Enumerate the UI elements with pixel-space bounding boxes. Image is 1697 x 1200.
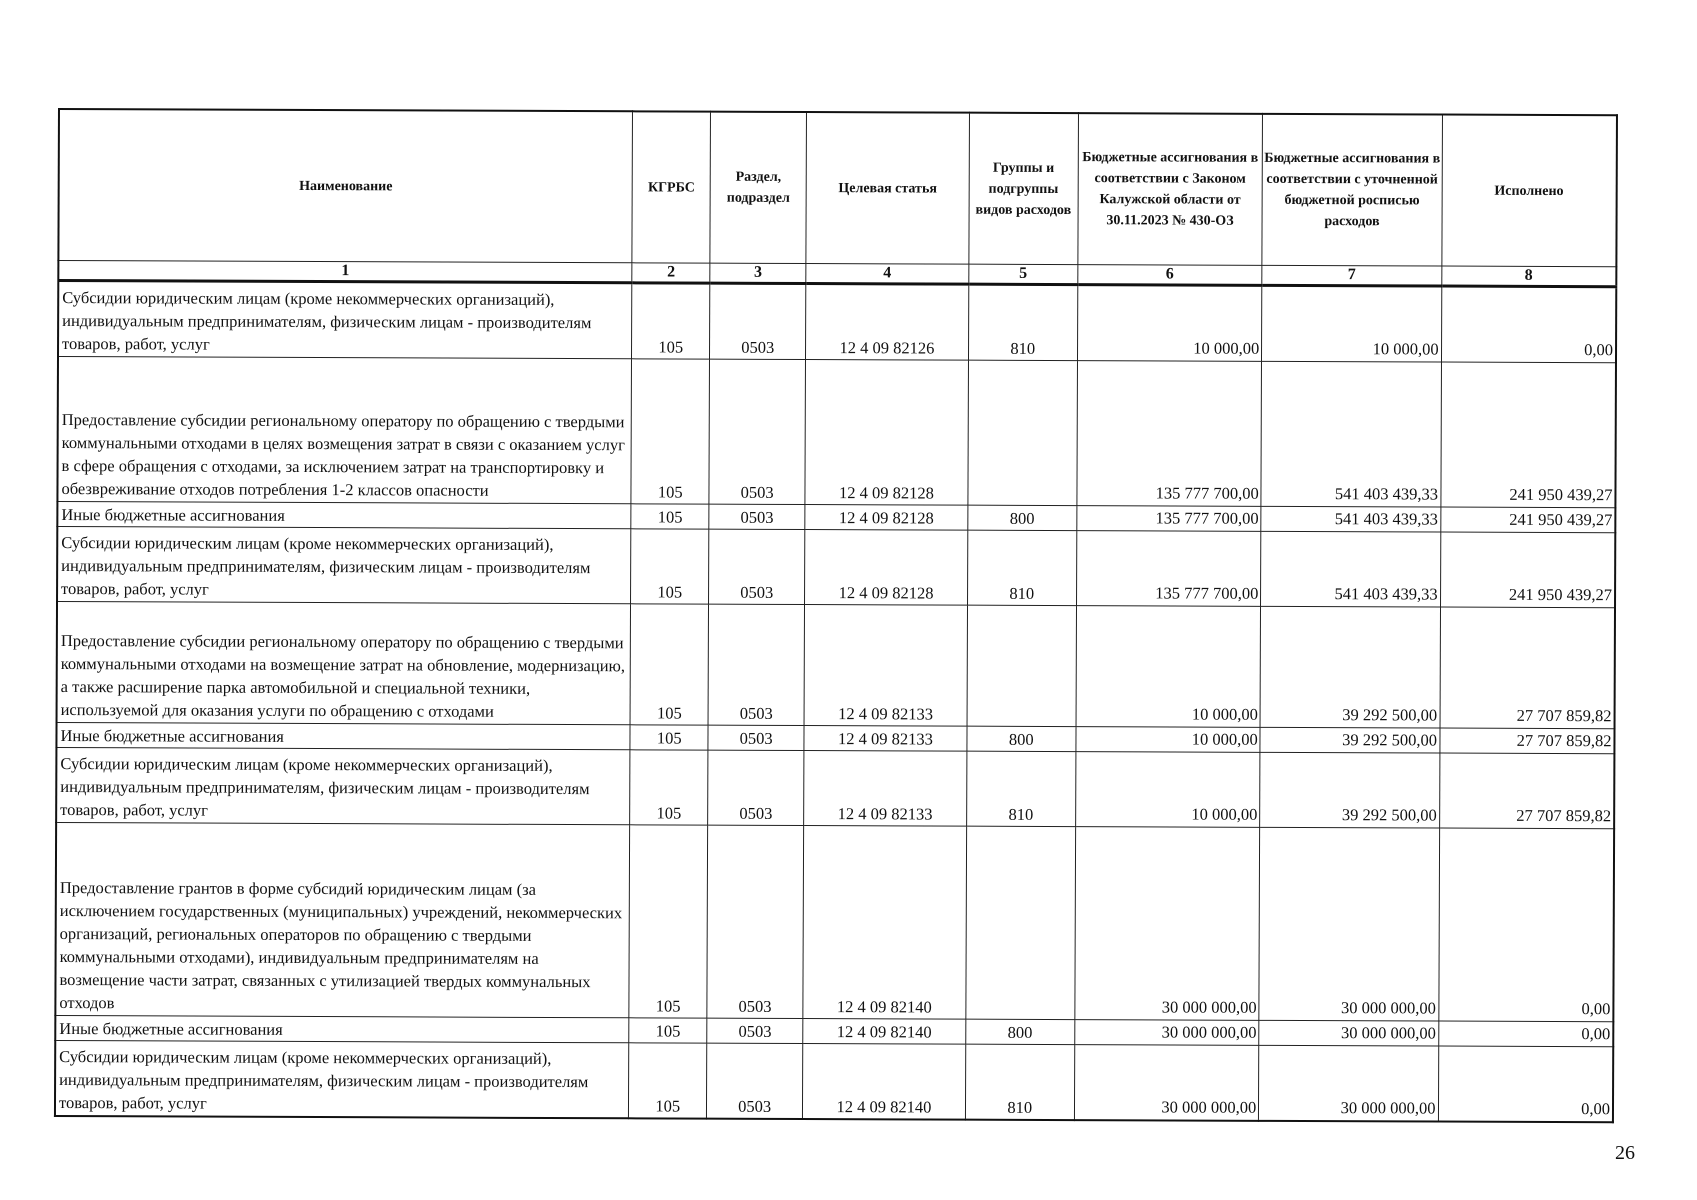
row-name: Субсидии юридическим лицам (кроме некоммерческих организаций), индивидуальным предпринимателям, физическим лицам - производителям товаров, работ, услуг (57, 527, 631, 604)
row-executed: 27 707 859,82 (1439, 728, 1614, 754)
row-group: 810 (968, 284, 1077, 360)
header-target: Целевая статья (806, 112, 970, 264)
row-revised: 10 000,00 (1262, 285, 1442, 362)
header-group: Группы и подгруппы видов расходов (969, 113, 1078, 265)
row-revised: 30 000 000,00 (1259, 827, 1439, 1021)
row-section: 0503 (708, 604, 804, 725)
row-name: Предоставление грантов в форме субсидий юридическим лицам (за исключением государственных (муниципальных) учреждений, некоммерческих организаций, региональных операторов по обращению с твердыми коммунальными отходами), индивидуальным предпринимателям на возмещение части затрат, связанных с утилизацией твердых коммунальных отходов (55, 822, 629, 1017)
row-name: Предоставление субсидии региональному оператору по обращению с твердыми коммунальными отходами в целях возмещения затрат в связи с оказанием услуг в сфере обращения с отходами, за исключением затрат на транспортировку и обезвреживание отходов потребления 1-2 классов опасности (57, 357, 631, 504)
header-executed: Исполнено (1441, 115, 1617, 267)
row-group: 810 (965, 1044, 1074, 1120)
table-row (55, 822, 1614, 1021)
row-revised: 39 292 500,00 (1260, 727, 1439, 753)
row-revised: 541 403 439,33 (1261, 361, 1441, 507)
row-kgrbs: 105 (630, 750, 709, 825)
row-name: Субсидии юридическим лицам (кроме некоммерческих организаций), индивидуальным предпринимателям, физическим лицам - производителям товаров, работ, услуг (58, 281, 632, 359)
row-section: 0503 (709, 529, 805, 604)
row-target: 12 4 09 82140 (802, 1043, 965, 1119)
header-law: Бюджетные ассигнования в соответствии с Законом Калужской области от 30.11.2023 № 430-ОЗ (1077, 113, 1262, 265)
row-target: 12 4 09 82133 (804, 750, 967, 826)
header-row (58, 109, 1617, 267)
table-row (56, 747, 1614, 828)
row-name: Субсидии юридическим лицам (кроме некоммерческих организаций), индивидуальным предпринимателям, физическим лицам - производителям товаров, работ, услуг (55, 1040, 629, 1118)
row-name: Предоставление субсидии региональному оператору по обращению с твердыми коммунальными отходами на возмещение затрат на обновление, модернизацию, а также расширение парка автомобильной и специальной техники, используемой для оказания услуги по обращению с отходами (57, 602, 631, 725)
row-group: 800 (967, 726, 1076, 751)
row-law: 135 777 700,00 (1076, 506, 1261, 532)
row-revised: 541 403 439,33 (1261, 506, 1440, 532)
row-target: 12 4 09 82126 (805, 284, 968, 361)
column-number: 6 (1077, 265, 1262, 286)
row-group: 810 (967, 530, 1076, 605)
column-number: 7 (1262, 265, 1441, 286)
row-executed: 27 707 859,82 (1439, 753, 1614, 829)
row-executed: 0,00 (1438, 1046, 1613, 1122)
table-row (57, 602, 1615, 729)
row-law: 10 000,00 (1076, 727, 1261, 753)
row-target: 12 4 09 82133 (804, 725, 967, 751)
row-name: Иные бюджетные ассигнования (55, 1015, 629, 1042)
row-group: 800 (966, 1019, 1075, 1044)
row-executed: 241 950 439,27 (1440, 362, 1616, 508)
table-row (58, 281, 1616, 363)
row-section: 0503 (708, 750, 804, 825)
row-section: 0503 (707, 825, 803, 1018)
header-section: Раздел, подраздел (710, 112, 806, 264)
table-row (55, 1040, 1613, 1122)
row-executed: 241 950 439,27 (1440, 507, 1615, 533)
row-target: 12 4 09 82128 (805, 505, 968, 531)
row-group: 800 (968, 505, 1077, 530)
table-row (57, 527, 1615, 608)
header-kgrbs: КГРБС (632, 111, 711, 263)
row-executed: 27 707 859,82 (1440, 607, 1615, 729)
header-revised: Бюджетные ассигнования в соответствии с уточненной бюджетной росписью расходов (1262, 114, 1442, 266)
row-kgrbs: 105 (630, 604, 709, 725)
row-executed: 0,00 (1438, 828, 1614, 1022)
row-section: 0503 (707, 1018, 803, 1043)
row-kgrbs: 105 (632, 283, 711, 359)
row-law: 135 777 700,00 (1076, 531, 1261, 607)
column-number: 8 (1441, 266, 1616, 287)
row-target: 12 4 09 82128 (804, 530, 967, 606)
row-target: 12 4 09 82133 (804, 605, 967, 727)
column-number: 3 (710, 263, 806, 283)
row-law: 10 000,00 (1075, 752, 1260, 828)
page-number: 26 (1615, 1142, 1635, 1164)
row-law: 10 000,00 (1077, 285, 1262, 362)
row-target: 12 4 09 82128 (805, 360, 969, 506)
row-law: 30 000 000,00 (1074, 827, 1259, 1021)
row-name: Иные бюджетные ассигнования (56, 722, 630, 749)
row-kgrbs: 105 (629, 1043, 708, 1119)
column-number: 1 (58, 261, 632, 283)
row-group (968, 360, 1077, 505)
row-section: 0503 (708, 725, 804, 750)
column-number: 5 (969, 264, 1078, 284)
row-law: 30 000 000,00 (1074, 1045, 1259, 1121)
row-revised: 39 292 500,00 (1260, 606, 1440, 728)
row-executed: 0,00 (1441, 286, 1616, 363)
budget-table (54, 108, 1618, 1123)
row-kgrbs: 105 (629, 825, 708, 1018)
budget-document (54, 108, 1618, 1123)
row-name: Иные бюджетные ассигнования (57, 502, 631, 529)
row-kgrbs: 105 (630, 725, 708, 750)
row-revised: 30 000 000,00 (1259, 1020, 1438, 1046)
row-law: 135 777 700,00 (1077, 361, 1262, 507)
row-section: 0503 (710, 283, 806, 359)
row-group (966, 826, 1075, 1019)
row-group (967, 605, 1076, 726)
row-section: 0503 (709, 359, 805, 504)
row-section: 0503 (707, 1043, 803, 1119)
row-executed: 241 950 439,27 (1440, 532, 1615, 608)
column-number: 2 (632, 263, 710, 283)
row-group: 810 (967, 751, 1076, 826)
table-row (57, 357, 1616, 508)
row-law: 10 000,00 (1076, 606, 1261, 728)
row-revised: 30 000 000,00 (1259, 1045, 1439, 1121)
row-kgrbs: 105 (629, 1018, 707, 1043)
row-revised: 39 292 500,00 (1260, 752, 1440, 828)
row-target: 12 4 09 82140 (803, 1018, 966, 1044)
row-executed: 0,00 (1438, 1021, 1613, 1047)
row-kgrbs: 105 (631, 504, 709, 529)
row-name: Субсидии юридическим лицам (кроме некоммерческих организаций), индивидуальным предпринимателям, физическим лицам - производителям товаров, работ, услуг (56, 747, 630, 824)
row-kgrbs: 105 (631, 359, 710, 504)
row-law: 30 000 000,00 (1074, 1020, 1259, 1046)
row-section: 0503 (709, 504, 805, 529)
row-target: 12 4 09 82140 (803, 825, 967, 1019)
row-kgrbs: 105 (631, 529, 710, 604)
row-revised: 541 403 439,33 (1261, 531, 1441, 607)
column-number: 4 (806, 264, 969, 285)
header-name: Наименование (58, 109, 632, 263)
